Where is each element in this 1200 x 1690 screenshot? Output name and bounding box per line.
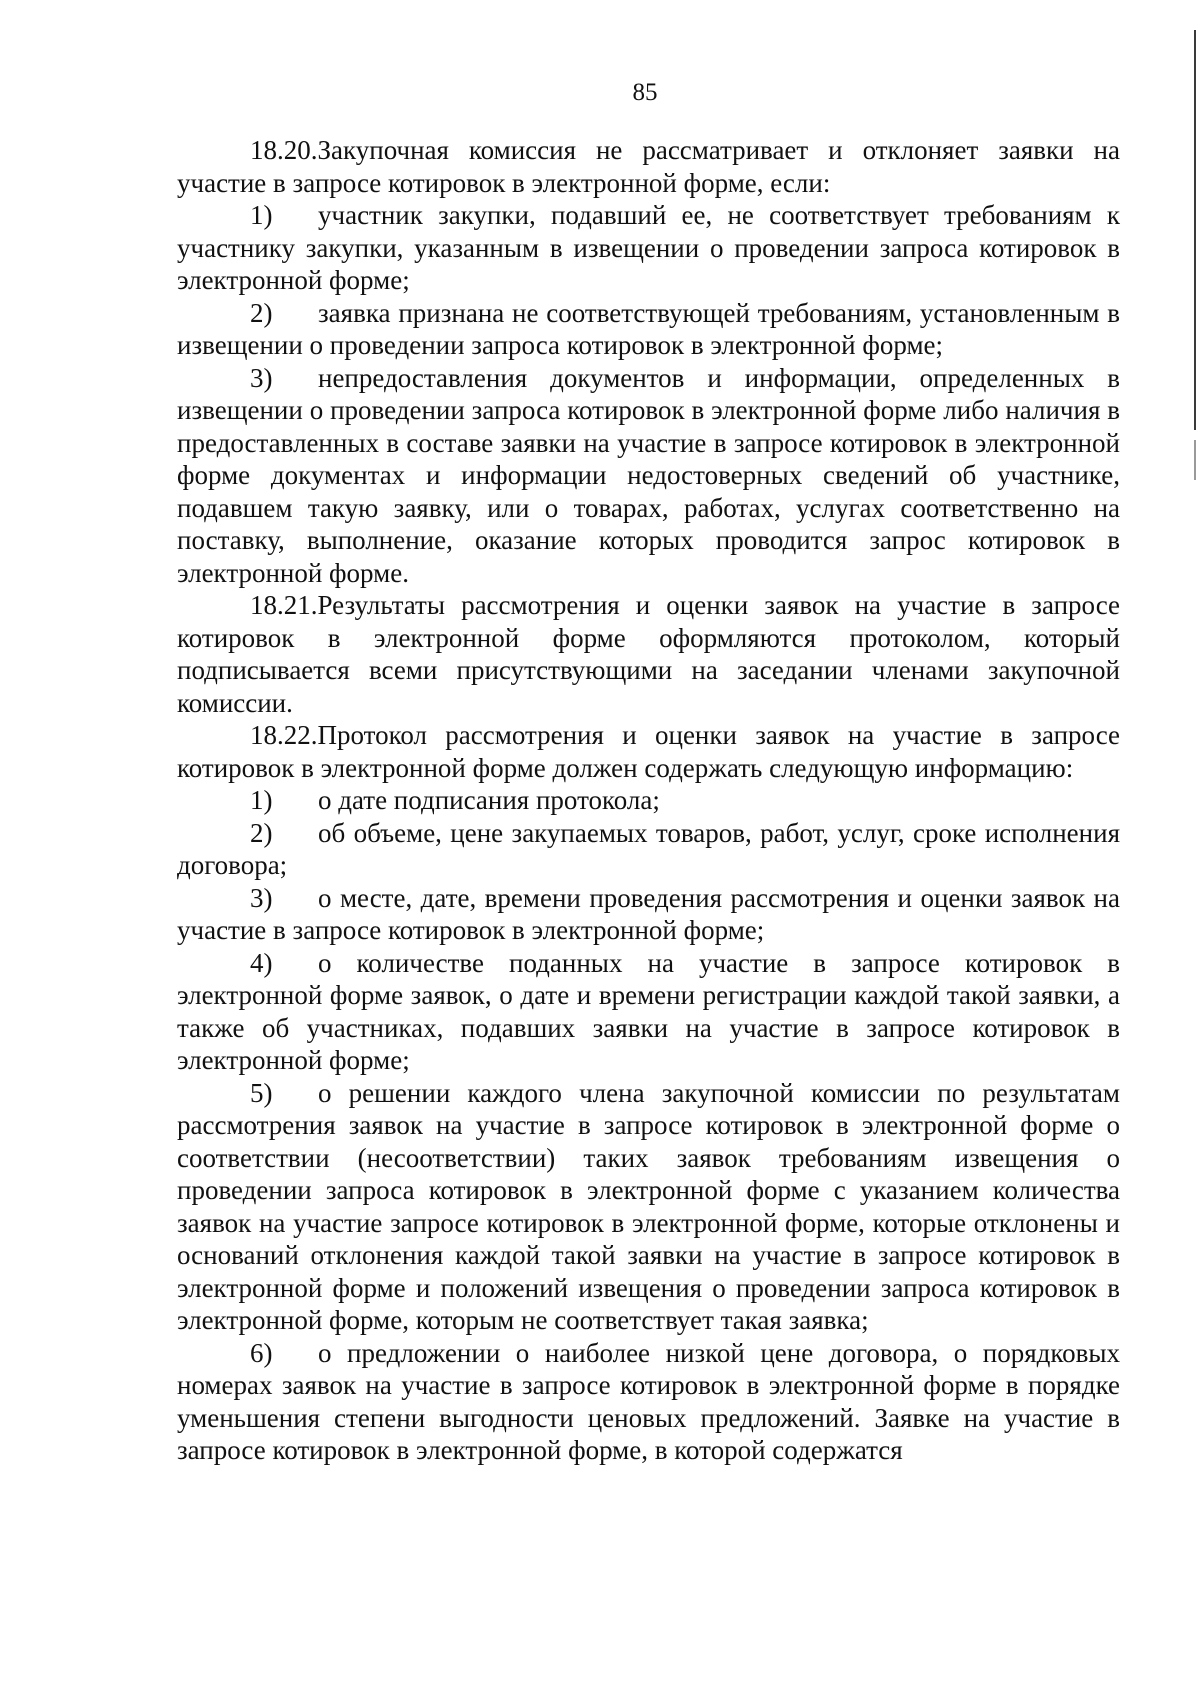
list-item-text: о решении каждого члена закупочной комиссии по результатам рассмотрения заявок на участие в запросе котировок в электронной форме о соответствии (несоответствии) таких заявок требованиям извещения о проведении запроса котировок в электронной форме с указанием количества заявок на участие запросе котировок в электронной форме, которые отклонены и оснований отклонения каждой такой заявки на участие в запросе котировок в электронной форме и положений извещения о проведении запроса котировок в электронной форме, которым не соответствует такая заявка; <box>177 1077 1120 1335</box>
list-item <box>177 199 1120 297</box>
paragraph-18-21: 18.21.Результаты рассмотрения и оценки заявок на участие в запросе котировок в электронной форме оформляются протоколом, который подписывается всеми присутствующими на заседании членами закупочной комиссии. <box>177 590 1120 718</box>
list-item <box>177 784 1120 817</box>
list-item-number: 1) <box>250 785 273 815</box>
list-item-text: заявка признана не соответствующей требованиям, установленным в извещении о проведении запроса котировок в электронной форме; <box>177 297 1120 360</box>
list-item-text: о предложении о наиболее низкой цене договора, о порядковых номерах заявок на участие в запросе котировок в электронной форме в порядке уменьшения степени выгодности ценовых предложений. Заявке на участие в запросе котировок в электронной форме, в которой содержатся <box>177 1337 1120 1465</box>
list-item-number: 4) <box>250 947 273 978</box>
list-item-number: 5) <box>250 1077 273 1108</box>
list-item-number: 6) <box>250 1337 273 1368</box>
list-item-text: о дате подписания протокола; <box>318 785 660 815</box>
document-body <box>177 134 1120 1467</box>
page-number: 85 <box>632 79 658 106</box>
list-item <box>177 297 1120 362</box>
paragraph-18-20: 18.20.Закупочная комиссия не рассматривает и отклоняет заявки на участие в запросе котировок в электронной форме, если: <box>177 135 1120 198</box>
list-item-text: об объеме, цене закупаемых товаров, работ, услуг, сроке исполнения договора; <box>177 817 1120 880</box>
list-item <box>177 947 1120 1077</box>
paragraph-18-22: 18.22.Протокол рассмотрения и оценки заявок на участие в запросе котировок в электронной форме должен содержать следующую информацию: <box>177 720 1120 783</box>
scan-edge-line-faint <box>1194 440 1196 480</box>
list-item-number: 2) <box>250 817 273 848</box>
list-item <box>177 362 1120 590</box>
list-item <box>177 1337 1120 1467</box>
list-item <box>177 882 1120 947</box>
list-item-text: участник закупки, подавший ее, не соответствует требованиям к участнику закупки, указанным в извещении о проведении запроса котировок в электронной форме; <box>177 200 1120 295</box>
list-item-number: 3) <box>250 362 273 393</box>
list-item <box>177 1077 1120 1337</box>
list-item-number: 1) <box>250 200 273 230</box>
list-item-text: непредоставления документов и информации, определенных в извещении о проведении запроса котировок в электронной форме либо наличия в предоставленных в составе заявки на участие в запросе котировок в электронной форме документах и информации недостоверных сведений об участнике, подавшем такую заявку, или о товарах, работах, услугах соответственно на поставку, выполнение, оказание которых проводится запрос котировок в электронной форме. <box>177 362 1120 588</box>
list-item-number: 2) <box>250 297 273 328</box>
list-item-text: о количестве поданных на участие в запросе котировок в электронной форме заявок, о дате и времени регистрации каждой такой заявки, а также об участниках, подавших заявки на участие в запросе котировок в электронной форме; <box>177 947 1120 1075</box>
list-item-text: о месте, дате, времени проведения рассмотрения и оценки заявок на участие в запросе котировок в электронной форме; <box>177 882 1120 945</box>
list-item <box>177 817 1120 882</box>
list-item-number: 3) <box>250 882 273 913</box>
